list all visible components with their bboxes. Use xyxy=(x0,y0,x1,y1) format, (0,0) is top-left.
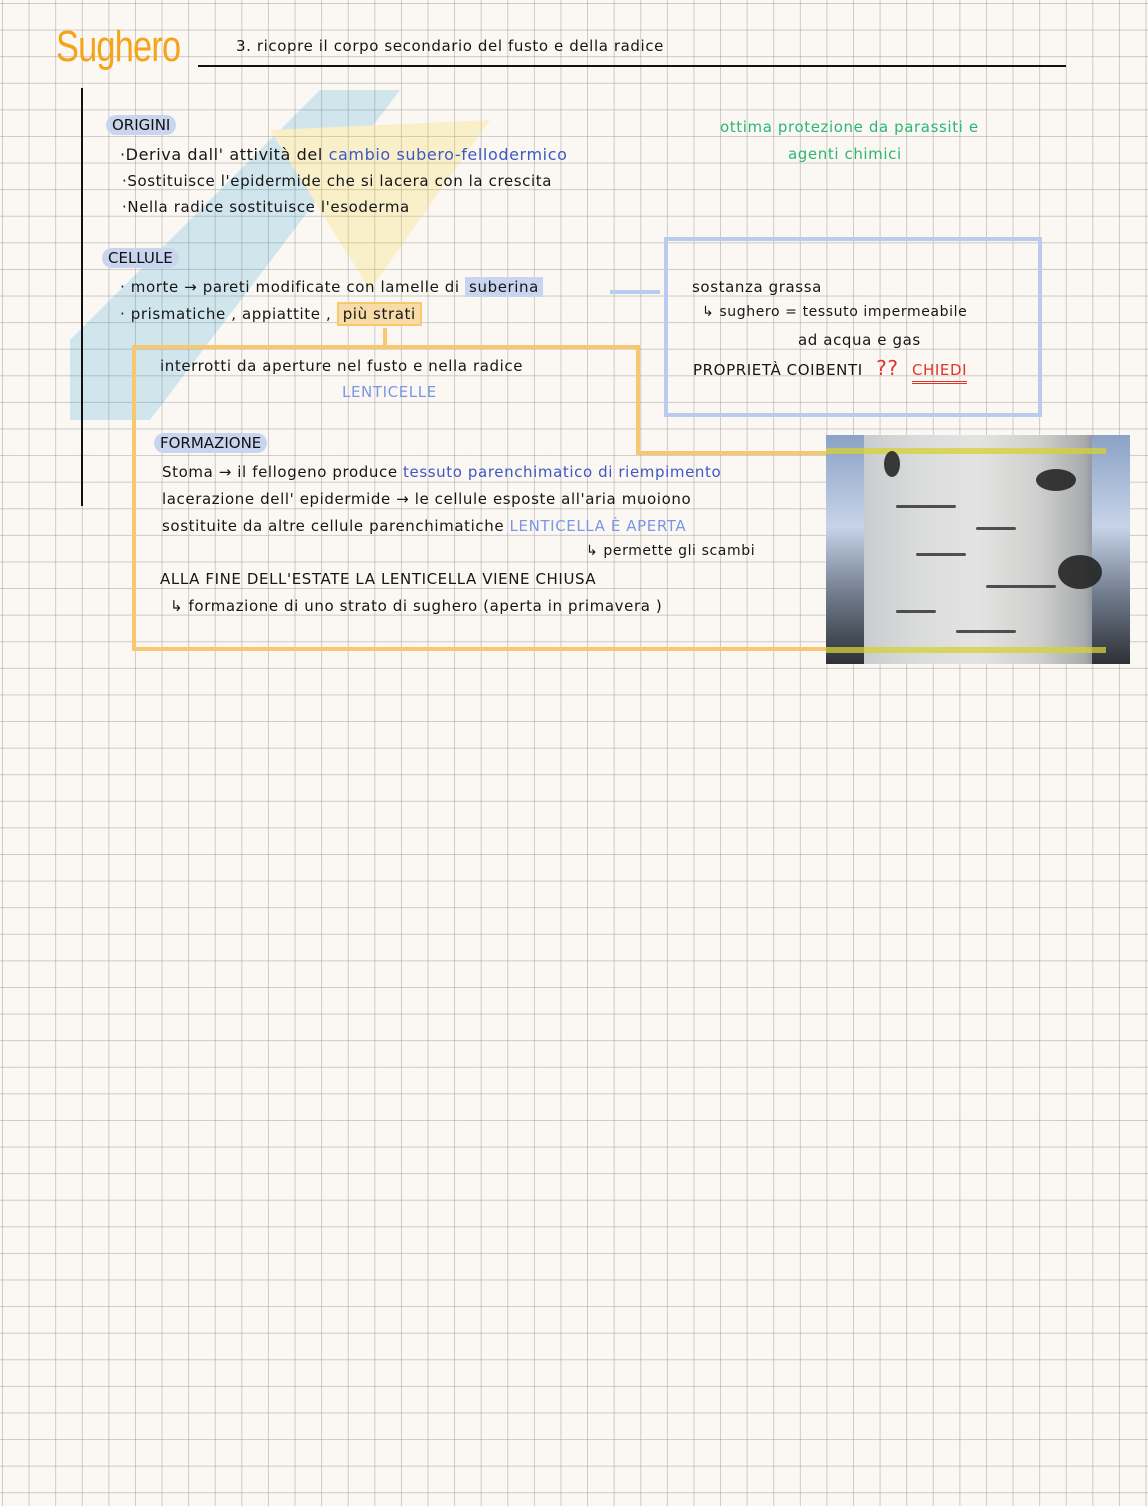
suberina-highlight: suberina xyxy=(465,277,543,297)
photo-highlight-band-bottom xyxy=(826,647,1106,653)
cellule-item-2 xyxy=(120,305,422,323)
bark-mark xyxy=(896,610,936,613)
suberina-note-box xyxy=(664,237,1042,417)
photo-background-right xyxy=(1092,435,1130,664)
formazione-line5: ALLA FINE DELL'ESTATE LA LENTICELLA VIENE CHIUSA xyxy=(160,570,597,588)
formazione-line2: lacerazione dell' epidermide → le cellule esposte all'aria muoiono xyxy=(162,490,692,508)
formazione-line1 xyxy=(162,463,721,481)
section-label-cellule: CELLULE xyxy=(102,248,179,268)
birch-bark-photo xyxy=(826,435,1130,664)
strati-box-left xyxy=(132,455,136,650)
section-label-formazione: FORMAZIONE xyxy=(154,433,267,453)
side-note-line2: agenti chimici xyxy=(788,145,902,163)
bark-mark xyxy=(956,630,1016,633)
origini-item-1 xyxy=(120,145,567,164)
page-title: Sughero xyxy=(56,22,181,71)
formazione-line3 xyxy=(162,517,686,535)
bark-knot xyxy=(1058,555,1102,589)
cellule-item-2-text: · prismatiche , appiattite , xyxy=(120,305,337,323)
strati-line1: interrotti da aperture nel fusto e nella radice xyxy=(160,357,524,375)
left-margin-rule xyxy=(81,88,83,506)
formazione-line4: ↳ permette gli scambi xyxy=(586,543,756,559)
bark-knot xyxy=(884,451,900,477)
tessuto-parenchimatico: tessuto parenchimatico di riempimento xyxy=(403,463,722,481)
bark-mark xyxy=(986,585,1056,588)
cellule-item-1-text: · morte → pareti modificate con lamelle di xyxy=(120,278,466,296)
lenticelle-label: LENTICELLE xyxy=(342,383,437,401)
suberina-line3: ad acqua e gas xyxy=(798,331,921,349)
origini-item-1-highlight: cambio subero-fellodermico xyxy=(328,145,568,164)
formazione-line3-text: sostituite da altre cellule parenchimatiche xyxy=(162,517,510,535)
bark-knot xyxy=(1036,469,1076,491)
strati-box-bottom xyxy=(132,647,832,651)
lenticella-aperta: LENTICELLA È APERTA xyxy=(509,517,687,535)
bark-mark xyxy=(896,505,956,508)
suberina-line4 xyxy=(693,356,967,380)
title-underline xyxy=(198,65,1066,67)
subtitle: 3. ricopre il corpo secondario del fusto e della radice xyxy=(236,37,665,55)
piu-strati-highlight: più strati xyxy=(337,302,422,326)
origini-item-2: ·Sostituisce l'epidermide che si lacera con la crescita xyxy=(122,172,553,190)
formazione-line6: ↳ formazione di uno strato di sughero (aperta in primavera ) xyxy=(170,597,663,615)
suberina-line2: ↳ sughero = tessuto impermeabile xyxy=(702,304,968,320)
proprieta-coibenti: PROPRIETÀ COIBENTI xyxy=(693,361,863,379)
section-label-origini: ORIGINI xyxy=(106,115,176,135)
cellule-item-1 xyxy=(120,278,543,296)
question-marks: ?? xyxy=(876,356,899,380)
photo-highlight-band-top xyxy=(826,448,1106,454)
formazione-line1-text: Stoma → il fellogeno produce xyxy=(162,463,404,481)
suberina-connector xyxy=(610,290,660,294)
bark-mark xyxy=(976,527,1016,530)
photo-background-left xyxy=(826,435,864,664)
origini-item-3: ·Nella radice sostituisce l'esoderma xyxy=(122,198,410,216)
suberina-line1: sostanza grassa xyxy=(692,278,822,296)
bark-mark xyxy=(916,553,966,556)
strati-box-step xyxy=(636,451,828,455)
origini-item-1-text: ·Deriva dall' attività del xyxy=(120,145,329,164)
side-note-line1: ottima protezione da parassiti e xyxy=(720,118,979,136)
chiedi-label: CHIEDI xyxy=(912,361,967,384)
